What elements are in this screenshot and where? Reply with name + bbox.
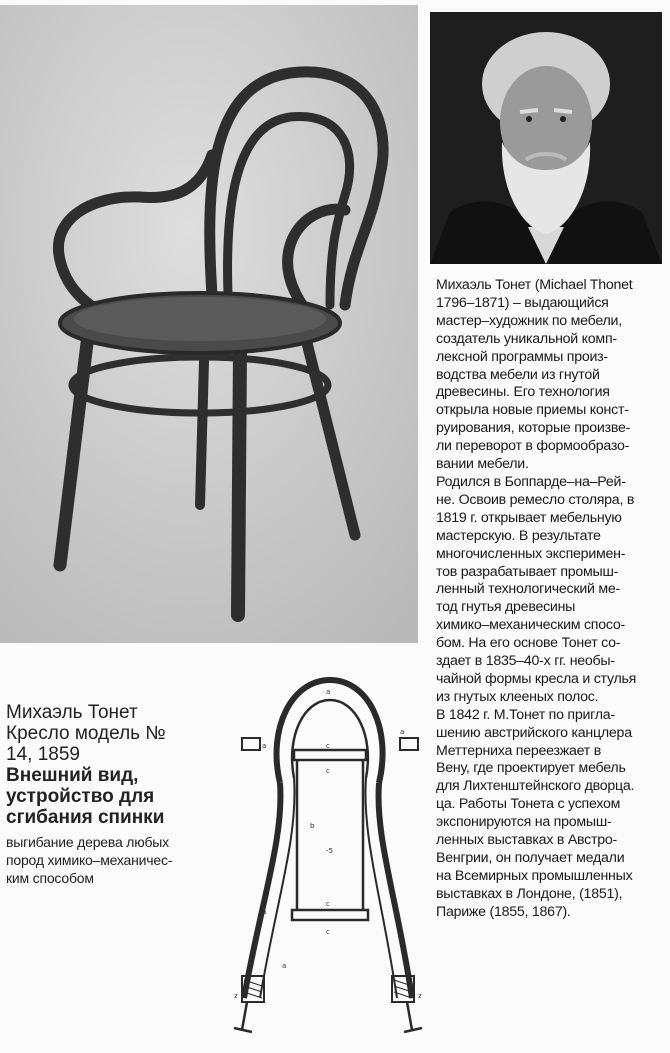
svg-text:a: a (326, 688, 331, 696)
bio-line: древесины. Его технология (436, 384, 610, 401)
svg-text:c: c (326, 900, 330, 908)
svg-text:a: a (394, 908, 399, 916)
bio-line: мастер–художник по мебели, (436, 312, 622, 329)
caption-desc-line: выгибание дерева любых (6, 834, 169, 850)
svg-text:a: a (262, 742, 267, 750)
svg-text:z: z (418, 992, 422, 1000)
caption-subtitle-line: сгибания спинки (6, 807, 165, 828)
svg-text:a: a (400, 728, 405, 736)
svg-text:a: a (282, 962, 287, 970)
bio-line: тов разрабатывает промыш- (436, 563, 619, 580)
svg-text:-5: -5 (326, 847, 333, 855)
bearded-man-portrait (430, 12, 662, 264)
bending-jig-diagram (222, 668, 432, 1048)
caption-subtitle-line: Внешний вид, (6, 765, 139, 786)
bio-line: водства мебели из гнутой (436, 366, 600, 383)
caption-title-line: Михаэль Тонет (6, 702, 138, 723)
bio-line: лексной программы произ- (436, 348, 608, 365)
bio-line: экспонируются на промыш- (436, 814, 612, 831)
caption-title (6, 702, 216, 765)
bio-paragraph-3 (436, 707, 666, 922)
bio-line: здает в 1835–40-х гг. необы- (436, 653, 615, 670)
bio-line: руирования, которые произве- (436, 420, 631, 437)
bio-line: из гнутых клееных полос. (436, 688, 599, 705)
bio-line: химико–механическим спосо- (436, 617, 626, 634)
caption-subtitle (6, 765, 216, 828)
bio-line: тод гнутья древесины (436, 599, 576, 616)
bio-line: 1819 г. открывает мебельную (436, 509, 622, 526)
caption-desc-line: пород химико–механичес- (6, 852, 173, 868)
figure-caption (6, 702, 216, 887)
bio-line: создатель уникальной комп- (436, 330, 617, 347)
bio-line: не. Освоив ремесло столяра, в (436, 491, 635, 508)
bentwood-chair-illustration (0, 5, 418, 643)
bio-line: на Всемирных промышленных (436, 867, 633, 884)
bio-line: Париже (1855, 1867). (436, 903, 571, 920)
thonet-portrait-photo (430, 12, 662, 264)
caption-subtitle-line: устройство для (6, 786, 155, 807)
caption-description (6, 833, 216, 887)
svg-text:c: c (326, 928, 330, 936)
svg-text:b: b (310, 822, 315, 830)
bio-line: ли переворот в формообразо- (436, 438, 630, 455)
bio-line: ленных выставках в Австро- (436, 832, 618, 849)
svg-text:z: z (234, 992, 238, 1000)
svg-text:a: a (262, 908, 267, 916)
bio-line: 1796–1871) – выдающийся (436, 294, 609, 311)
bio-line: для Лихтенштейнского дворца. (436, 778, 635, 795)
bio-line: вании мебели. (436, 456, 529, 473)
bio-line: бом. На его основе Тонет со- (436, 635, 621, 652)
bending-device-drawing (222, 668, 432, 1048)
bio-line: В 1842 г. М.Тонет по пригла- (436, 706, 615, 723)
bio-line: Вену, где проектирует мебель (436, 760, 626, 777)
bio-line: ца. Работы Тонета с успехом (436, 796, 621, 813)
bio-line: открыла новые приемы конст- (436, 402, 629, 419)
biography-text (436, 277, 666, 922)
bio-paragraph-2 (436, 474, 666, 707)
bio-line: ленный технологический ме- (436, 581, 620, 598)
caption-title-line: Кресло модель № (6, 723, 166, 744)
bio-line: многочисленных эксперимен- (436, 545, 626, 562)
bio-line: Михаэль Тонет (Michael Thonet (436, 277, 633, 293)
chair-photo (0, 5, 418, 643)
bio-line: Родился в Боппарде–на–Рей- (436, 473, 626, 490)
bio-line: Меттерниха переезжает в (436, 742, 602, 759)
caption-desc-line: ким способом (6, 870, 94, 886)
svg-text:c: c (326, 767, 330, 775)
bio-line: выставках в Лондоне, (1851), (436, 885, 623, 902)
bio-paragraph-1 (436, 277, 666, 474)
caption-title-line: 14, 1859 (6, 744, 80, 765)
bio-line: шению австрийского канцлера (436, 724, 632, 741)
bio-line: мастерскую. В результате (436, 527, 601, 544)
svg-text:c: c (326, 742, 330, 750)
bio-line: чайной формы кресла и стулья (436, 670, 637, 687)
bio-line: Венгрии, он получает медали (436, 850, 625, 866)
